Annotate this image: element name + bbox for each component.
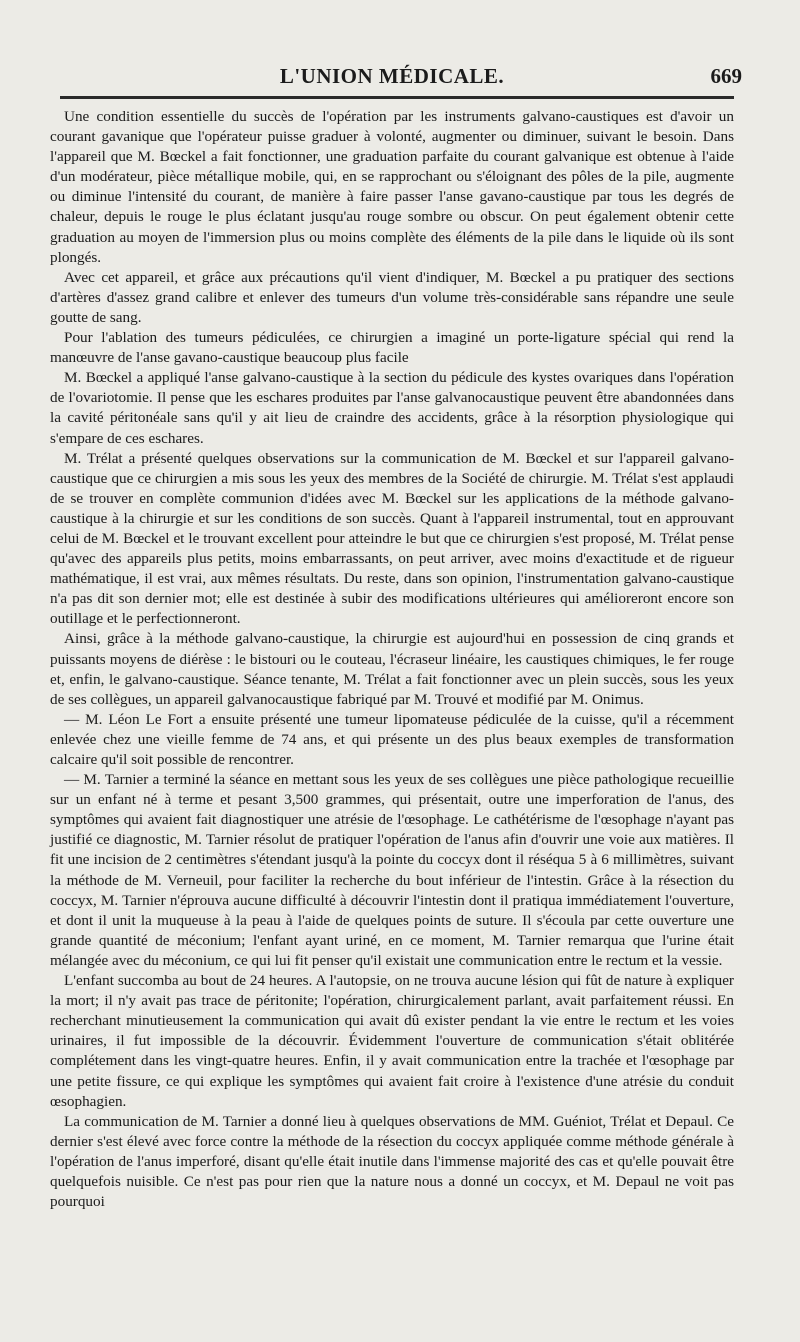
paragraph: Ainsi, grâce à la méthode galvano-caustique, la chirurgie est aujourd'hui en possession de cinq grands et puissants moyens de diérèse : le bistouri ou le couteau, l'écraseur linéaire, les caustiques chimiques, le fer rouge et, enfin, le galvano-caustique. Séance tenante, M. Trélat a fait fonctionner avec un plein succès, sous les yeux de ses collègues, un appareil galvanocaustique fabriqué par M. Trouvé et modifié par M. Onimus.	[50, 630, 734, 708]
article-body	[50, 107, 734, 1212]
paragraph: La communication de M. Tarnier a donné lieu à quelques observations de MM. Guéniot, Trélat et Depaul. Ce dernier s'est élevé avec force contre la méthode de la résection du coccyx appliquée comme méthode générale à l'opération de l'anus imperforé, disant qu'elle était inutile dans l'immense majorité des cas et qu'elle pouvait être quelquefois nuisible. Ce n'est pas pour rien que la nature nous a donné un coccyx, et M. Depaul ne voit pas pourquoi	[50, 1112, 734, 1211]
paragraph: M. Bœckel a appliqué l'anse galvano-caustique à la section du pédicule des kystes ovariques dans l'opération de l'ovariotomie. Il pense que les eschares produites par l'anse galvanocaustique peuvent être abandonnées dans la cavité péritonéale sans qu'il y ait lieu de craindre des accidents, grâce à la résorption physiologique qui s'empare de ces eschares.	[50, 369, 734, 447]
paragraph: — M. Tarnier a terminé la séance en mettant sous les yeux de ses collègues une pièce pathologique recueillie sur un enfant né à terme et pesant 3,500 grammes, qui présentait, outre une imperforation de l'anus, des symptômes qui avaient fait diagnostiquer une atrésie de l'œsophage. Le cathétérisme de l'œsophage n'ayant pas justifié ce diagnostic, M. Tarnier résolut de pratiquer l'opération de l'anus afin d'ouvrir une voie aux matières. Il fit une incision de 2 centimètres s'étendant jusqu'à la pointe du coccyx dont il réséqua 5 à 6 millimètres, suivant la méthode de M. Verneuil, pour faciliter la recherche du bout inférieur de l'intestin. Grâce à la résection du coccyx, M. Tarnier n'éprouva aucune difficulté à découvrir l'intestin dont il pratiqua immédiatement l'ouverture, et dont il unit la muqueuse à la peau à l'aide de quelques points de suture. Il s'écoula par cette ouverture une grande quantité de méconium; l'enfant ayant uriné, en ce moment, M. Tarnier remarqua que l'urine était mélangée avec du méconium, ce qui lui fit penser qu'il existait une communication entre le rectum et la vessie.	[50, 771, 734, 969]
header-rule	[60, 96, 734, 99]
page-number: 669	[710, 64, 742, 88]
paragraph: Une condition essentielle du succès de l'opération par les instruments galvano-caustiques est d'avoir un courant gavanique que l'opérateur puisse graduer à volonté, augmenter ou diminuer, suivant le besoin. Dans l'appareil que M. Bœckel a fait fonctionner, une graduation parfaite du courant galvanique est obtenue à l'aide d'un modérateur, pièce métallique mobile, qui, en se rapprochant ou s'éloignant des pôles de la pile, augmente ou diminue l'intensité du courant, de manière à faire passer l'anse gavano-caustique par tous les degrés de chaleur, depuis le rouge le plus éclatant jusqu'au rouge sombre ou obscur. On peut également obtenir cette graduation au moyen de l'immersion plus ou moins complète des éléments de la pile dans le liquide où ils sont plongés.	[50, 108, 734, 266]
page-header	[50, 60, 742, 94]
paragraph: Pour l'ablation des tumeurs pédiculées, ce chirurgien a imaginé un porte-ligature spécial qui rend la manœuvre de l'anse gavano-caustique beaucoup plus facile	[50, 329, 734, 367]
running-title: L'UNION MÉDICALE.	[279, 64, 505, 88]
paragraph: — M. Léon Le Fort a ensuite présenté une tumeur lipomateuse pédiculée de la cuisse, qu'il a récemment enlevée chez une vieille femme de 74 ans, et qui présente un des plus beaux exemples de transformation calcaire qu'il soit possible de rencontrer.	[50, 710, 734, 768]
paragraph: L'enfant succomba au bout de 24 heures. A l'autopsie, on ne trouva aucune lésion qui fût de nature à expliquer la mort; il n'y avait pas trace de péritonite; l'opération, chirurgicalement parlant, avait parfaitement réussi. En recherchant minutieusement la communication qui avait dû exister pendant la vie entre le rectum et les voies urinaires, il fut impossible de la découvrir. Évidemment l'ouverture de communication s'était oblitérée complétement dans les vingt-quatre heures. Enfin, il y avait communication entre la trachée et l'œsophage par une petite fissure, ce qui explique les symptômes qui avaient fait croire à l'existence d'une atrésie du conduit œsophagien.	[50, 972, 734, 1110]
paragraph: Avec cet appareil, et grâce aux précautions qu'il vient d'indiquer, M. Bœckel a pu pratiquer des sections d'artères d'assez grand calibre et enlever des tumeurs d'un volume très-considérable sans répandre une seule goutte de sang.	[50, 268, 734, 326]
paragraph: M. Trélat a présenté quelques observations sur la communication de M. Bœckel et sur l'appareil galvano-caustique que ce chirurgien a mis sous les yeux des membres de la Société de chirurgie. M. Trélat s'est applaudi de se trouver en complète communion d'idées avec M. Bœckel sur les applications de la méthode galvano-caustique à la chirurgie et sur les conditions de son succès. Quant à l'appareil instrumental, tout en approuvant celui de M. Bœckel et le trouvant excellent pour atteindre le but que ce chirurgien s'est proposé, M. Trélat pense qu'avec des appareils plus petits, moins embarrassants, on peut arriver, avec moins d'exactitude et de rigueur mathématique, il est vrai, aux mêmes résultats. Du reste, dans son opinion, l'instrumentation galvano-caustique n'a pas dit son dernier mot; elle est destinée à subir des modifications ultérieures qui amélioreront encore son outillage et le perfectionneront.	[50, 449, 734, 628]
